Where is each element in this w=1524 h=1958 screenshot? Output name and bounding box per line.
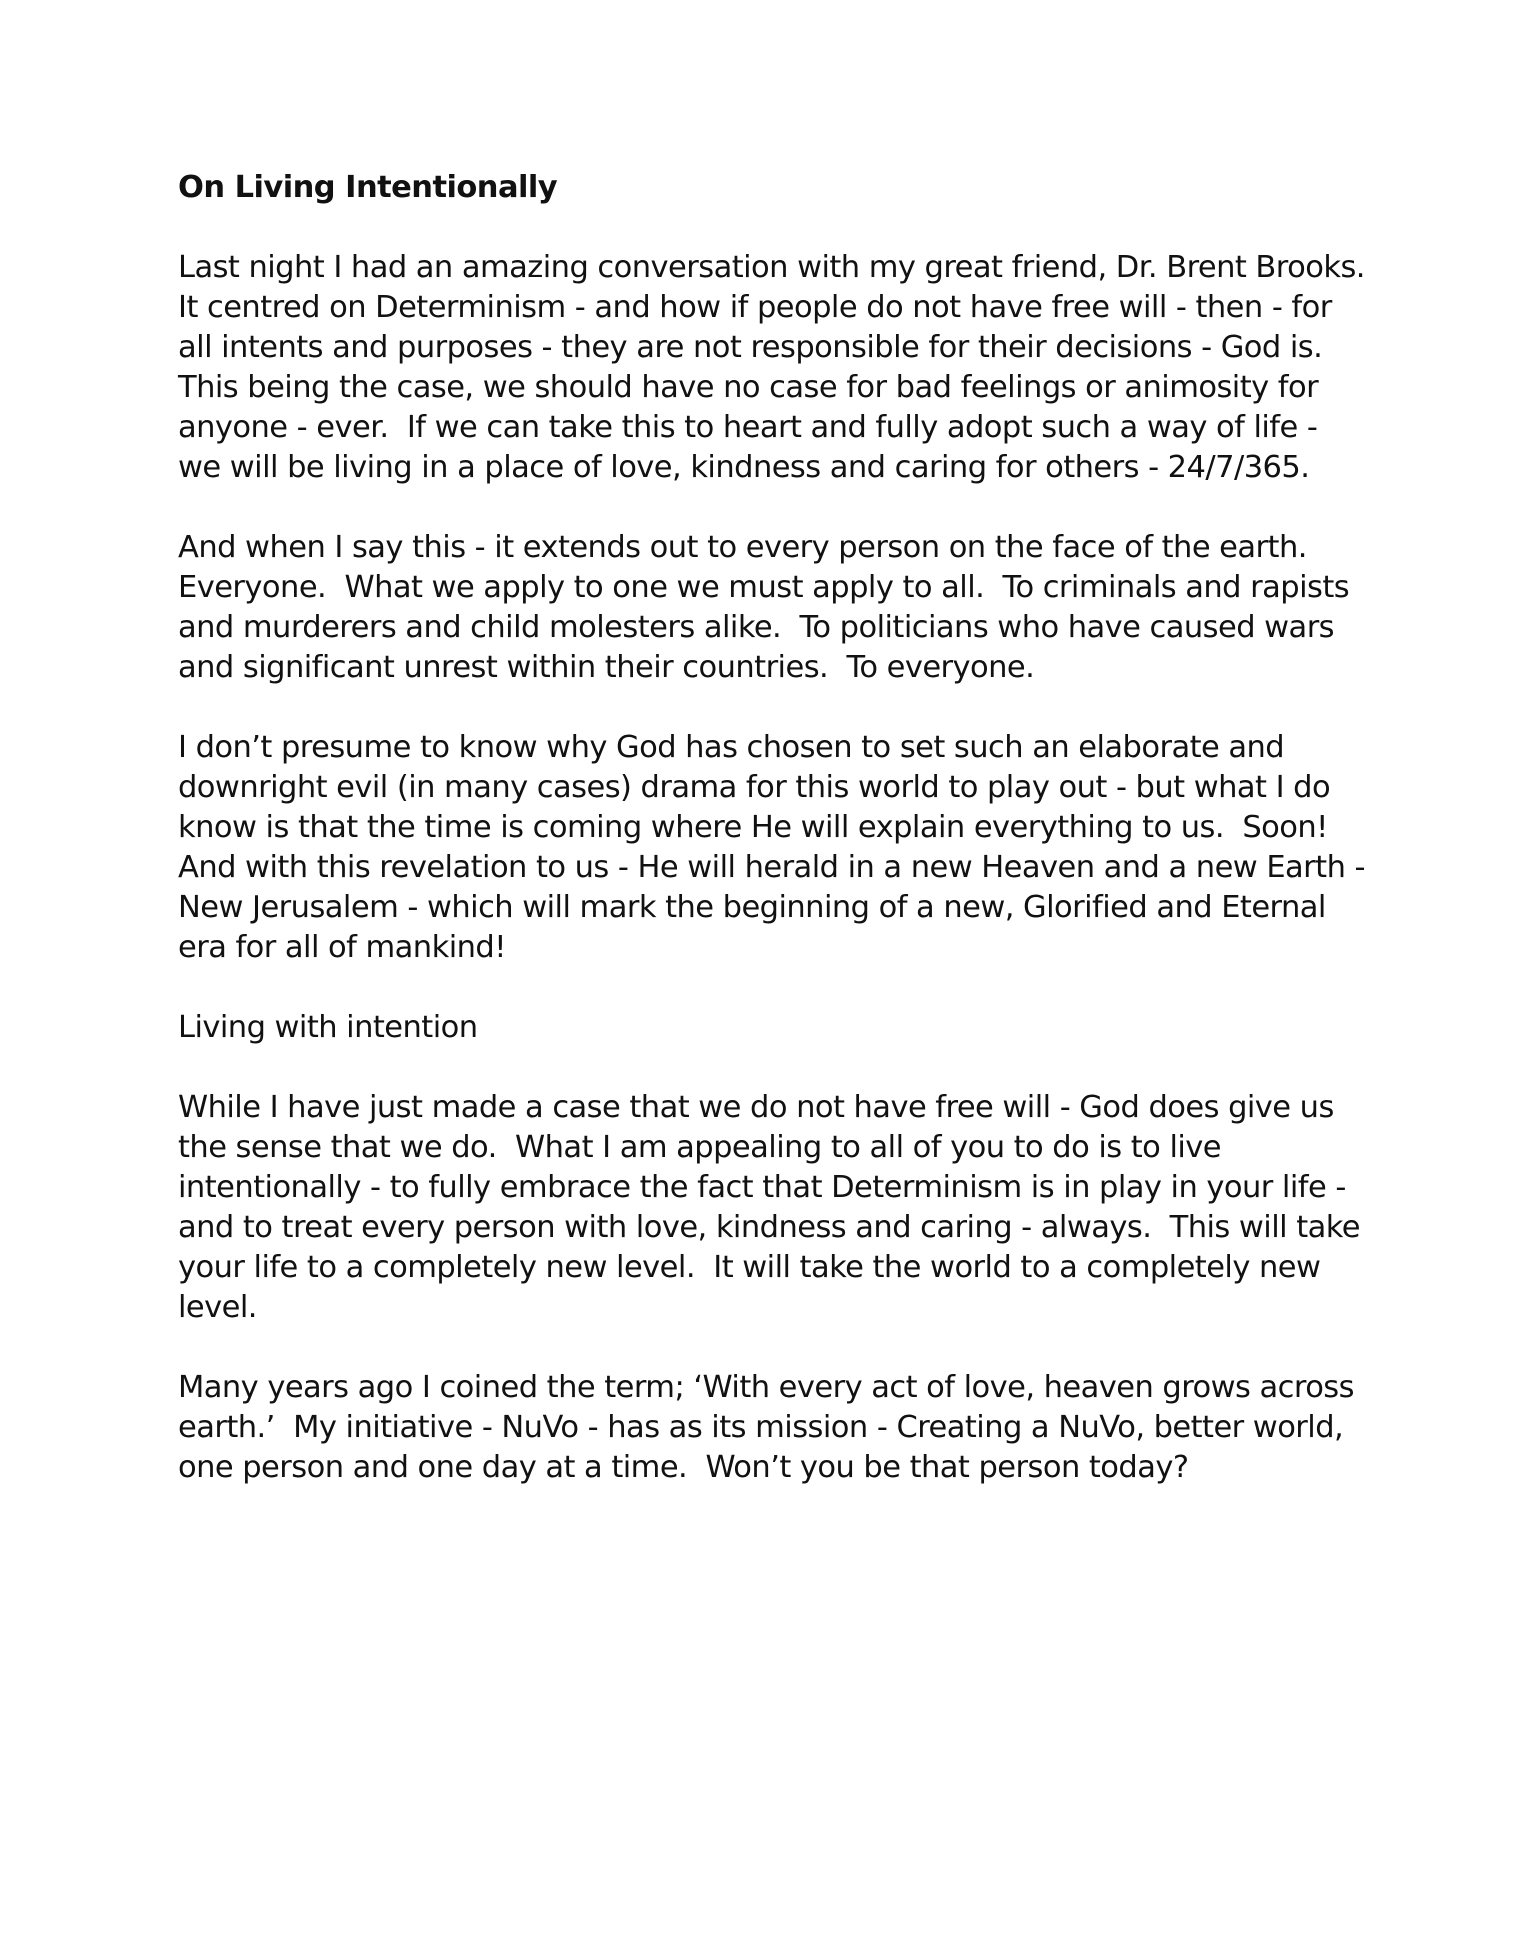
paragraph-line: the sense that we do. What I am appealing to all of you to do is to live <box>178 1130 1222 1165</box>
document-title: On Living Intentionally <box>178 170 558 205</box>
paragraph-line: and significant unrest within their countries. To everyone. <box>178 650 1035 685</box>
paragraph-line: downright evil (in many cases) drama for this world to play out - but what I do <box>178 770 1331 805</box>
paragraph-line: Everyone. What we apply to one we must apply to all. To criminals and rapists <box>178 570 1350 605</box>
paragraph-line: And when I say this - it extends out to every person on the face of the earth. <box>178 530 1307 565</box>
paragraph-line: we will be living in a place of love, kindness and caring for others - 24/7/365. <box>178 450 1310 485</box>
paragraph-line: While I have just made a case that we do not have free will - God does give us <box>178 1090 1334 1125</box>
paragraph-line: know is that the time is coming where He will explain everything to us. Soon! <box>178 810 1328 845</box>
paragraph-line: New Jerusalem - which will mark the beginning of a new, Glorified and Eternal <box>178 890 1326 925</box>
paragraph-3 <box>178 728 1365 968</box>
paragraph-5 <box>178 1368 1358 1488</box>
paragraph-line: This being the case, we should have no case for bad feelings or animosity for <box>178 370 1319 405</box>
paragraph-line: and murderers and child molesters alike. To politicians who have caused wars <box>178 610 1335 645</box>
paragraph-line: anyone - ever. If we can take this to heart and fully adopt such a way of life - <box>178 410 1318 445</box>
paragraph-2 <box>178 528 1358 688</box>
paragraph-line: Many years ago I coined the term; ‘With every act of love, heaven grows across <box>178 1370 1354 1405</box>
paragraph-line: level. <box>178 1290 257 1325</box>
document-body <box>178 168 1365 1528</box>
paragraph-4 <box>178 1088 1361 1328</box>
paragraph-line: era for all of mankind! <box>178 930 506 965</box>
section-subheading: Living with intention <box>178 1010 478 1045</box>
paragraph-line: Last night I had an amazing conversation with my great friend, Dr. Brent Brooks. <box>178 250 1365 285</box>
paragraph-line: earth.’ My initiative - NuVo - has as its mission - Creating a NuVo, better world, <box>178 1410 1344 1445</box>
paragraph-line: It centred on Determinism - and how if people do not have free will - then - for <box>178 290 1332 325</box>
paragraph-line: one person and one day at a time. Won’t you be that person today? <box>178 1450 1189 1485</box>
paragraph-1 <box>178 248 1365 488</box>
paragraph-line: all intents and purposes - they are not responsible for their decisions - God is. <box>178 330 1323 365</box>
paragraph-line: your life to a completely new level. It will take the world to a completely new <box>178 1250 1321 1285</box>
paragraph-line: And with this revelation to us - He will herald in a new Heaven and a new Earth - <box>178 850 1365 885</box>
paragraph-line: I don’t presume to know why God has chosen to set such an elaborate and <box>178 730 1285 765</box>
paragraph-line: intentionally - to fully embrace the fact that Determinism is in play in your life - <box>178 1170 1346 1205</box>
paragraph-line: and to treat every person with love, kindness and caring - always. This will take <box>178 1210 1361 1245</box>
